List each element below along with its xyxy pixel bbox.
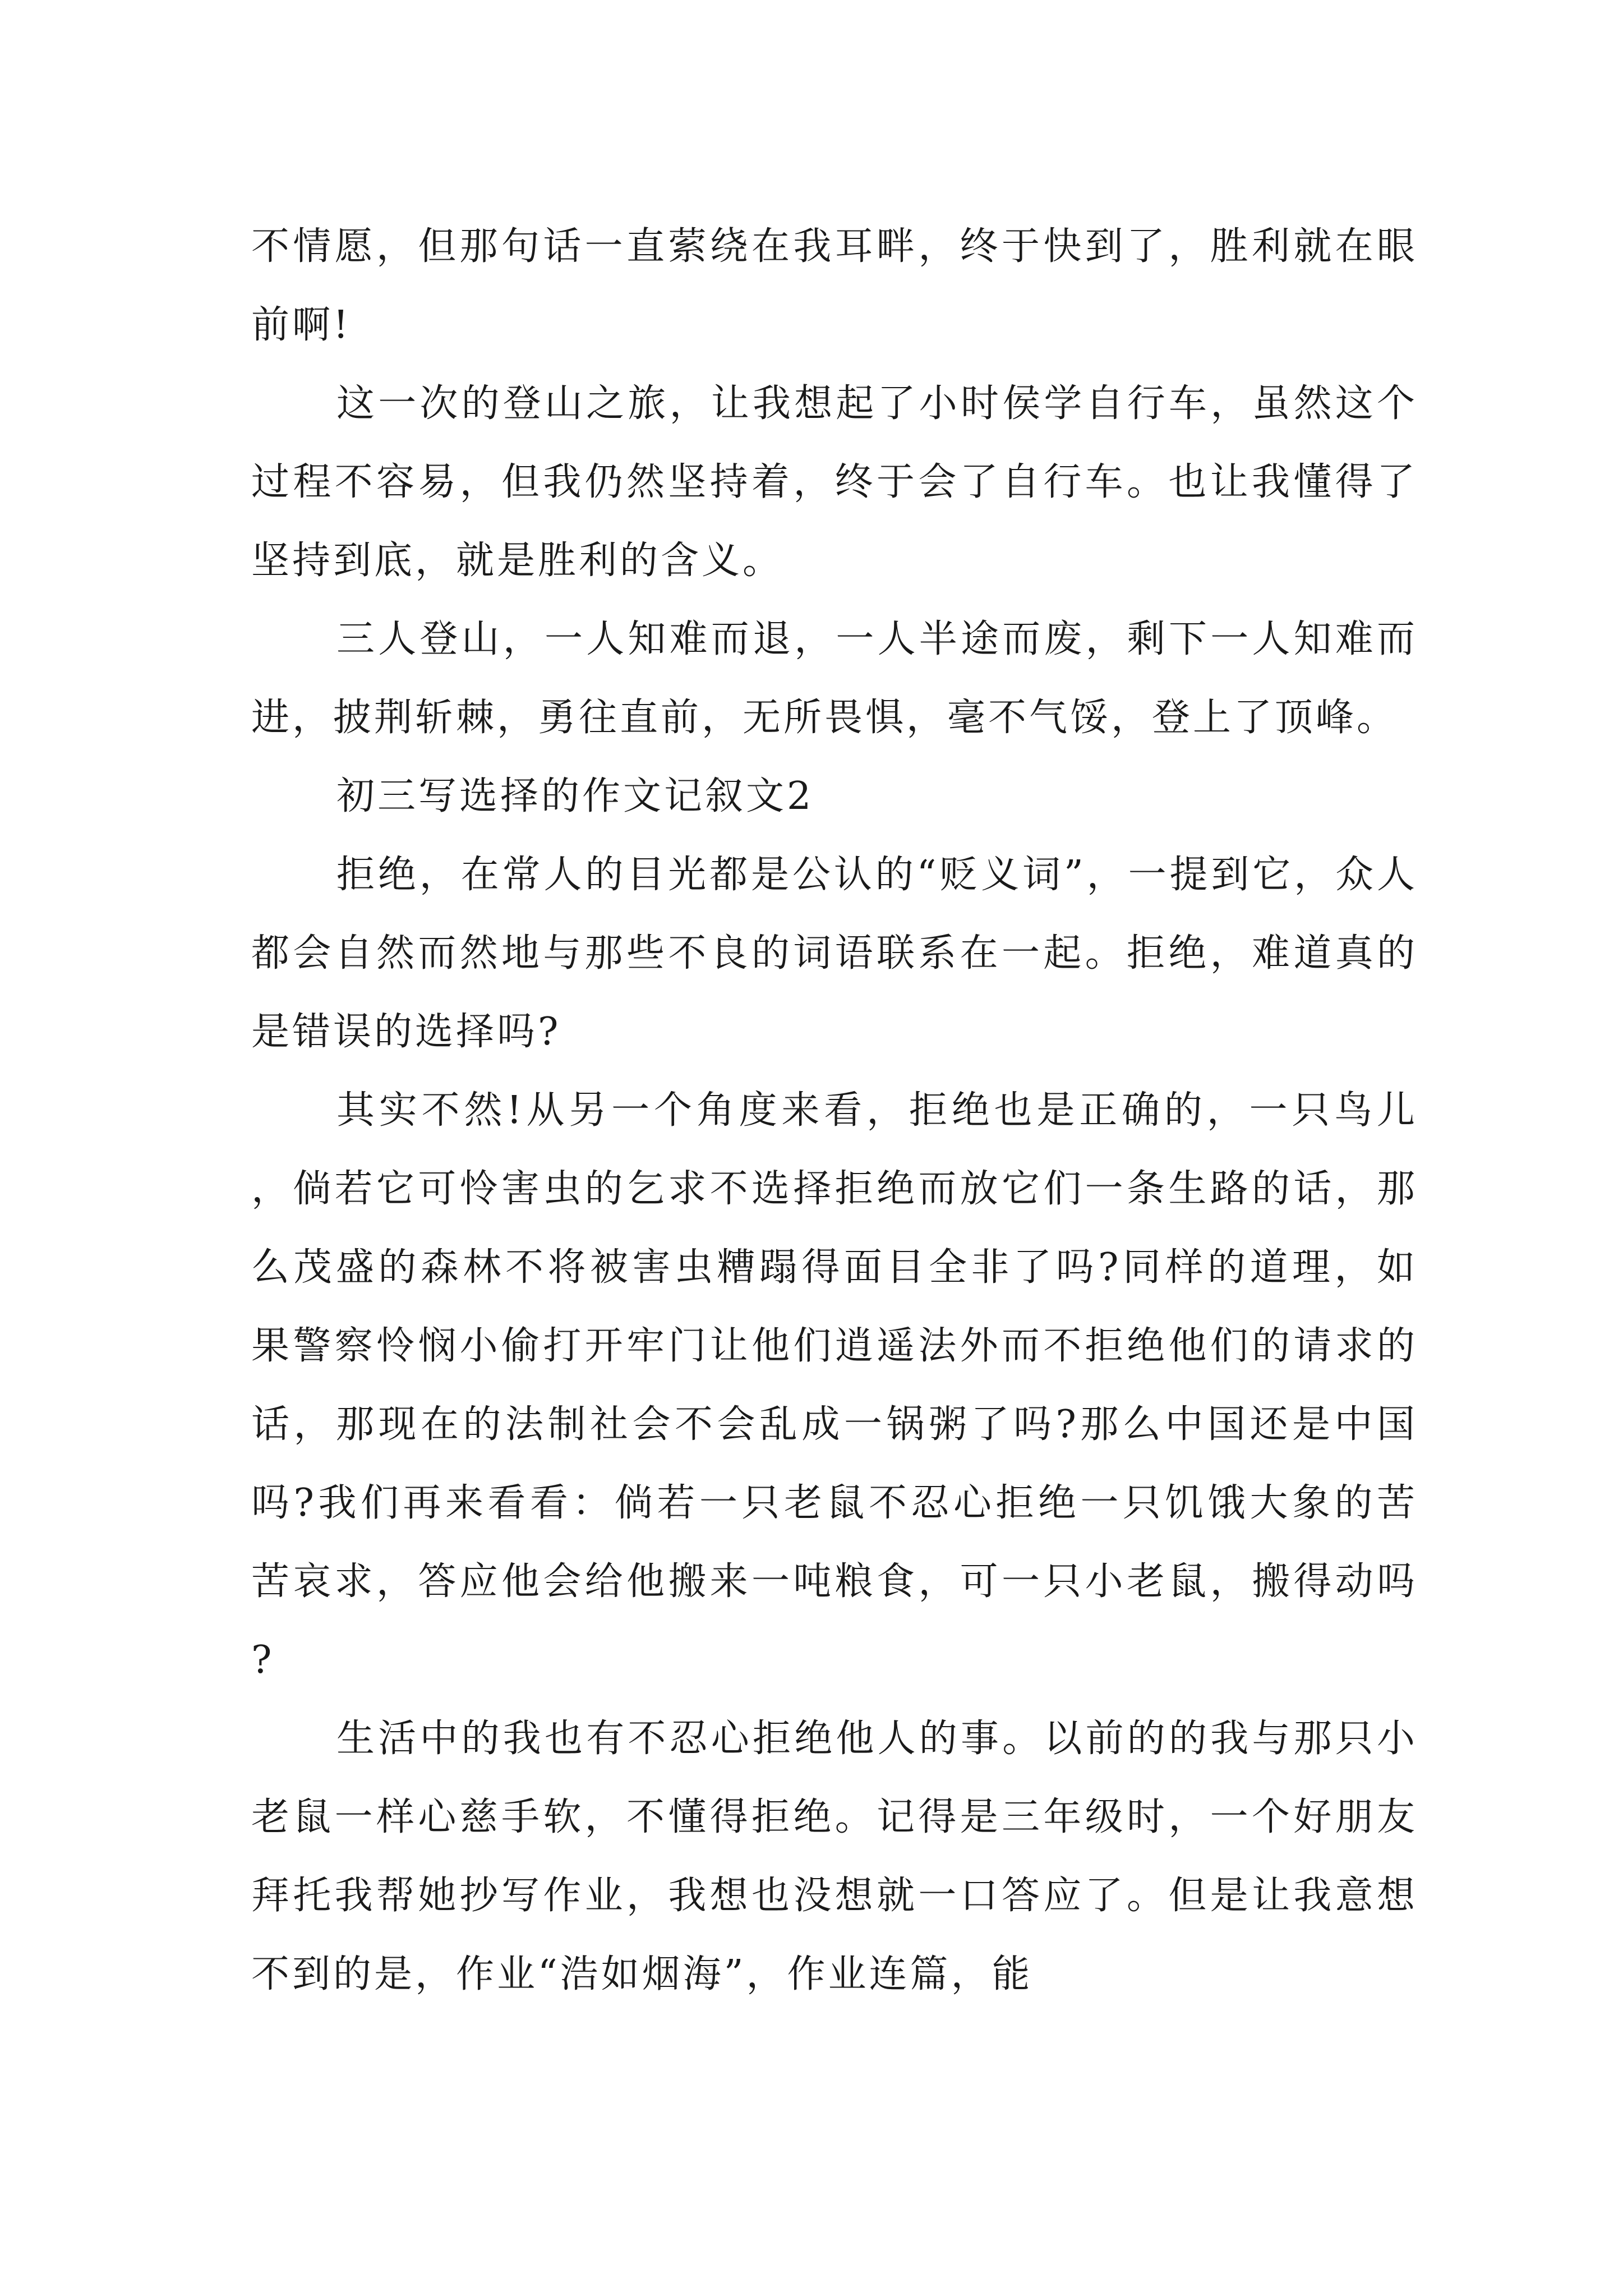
paragraph-refusal-examples: 其实不然!从另一个角度来看，拒绝也是正确的，一只鸟儿，倘若它可怜害虫的乞求不选择拒绝而放它们一条生路的话，那么茂盛的森林不将被害虫糟蹋得面目全非了吗?同样的道理，如果警察怜悯小偷打开牢门让他们逍遥法外而不拒绝他们的请求的话，那现在的法制社会不会乱成一锅粥了吗?那么中国还是中国吗?我们再来看看：倘若一只老鼠不忍心拒绝一只饥饿大象的苦苦哀求，答应他会给他搬来一吨粮食，可一只小老鼠，搬得动吗? (251, 1088, 1418, 1682)
paragraph-three-climbers: 三人登山，一人知难而退，一人半途而废，剩下一人知难而进，披荆斩棘，勇往直前，无所畏惧，毫不气馁，登上了顶峰。 (251, 617, 1418, 740)
paragraph-continuation: 不情愿，但那句话一直萦绕在我耳畔，终于快到了，胜利就在眼前啊! (251, 224, 1418, 347)
paragraph-refusal-intro: 拒绝，在常人的目光都是公认的“贬义词”，一提到它，众人都会自然而然地与那些不良的词语联系在一起。拒绝，难道真的是错误的选择吗? (251, 853, 1418, 1054)
paragraph-bicycle-memory: 这一次的登山之旅，让我想起了小时侯学自行车，虽然这个过程不容易，但我仍然坚持着，终于会了自行车。也让我懂得了坚持到底，就是胜利的含义。 (251, 381, 1418, 583)
essay-title: 初三写选择的作文记叙文2 (336, 774, 814, 818)
paragraph-personal-story: 生活中的我也有不忍心拒绝他人的事。以前的的我与那只小老鼠一样心慈手软，不懂得拒绝。记得是三年级时，一个好朋友拜托我帮她抄写作业，我想也没想就一口答应了。但是让我意想不到的是，作业“浩如烟海”，作业连篇，能 (251, 1717, 1418, 1996)
body-text (251, 208, 1418, 2014)
